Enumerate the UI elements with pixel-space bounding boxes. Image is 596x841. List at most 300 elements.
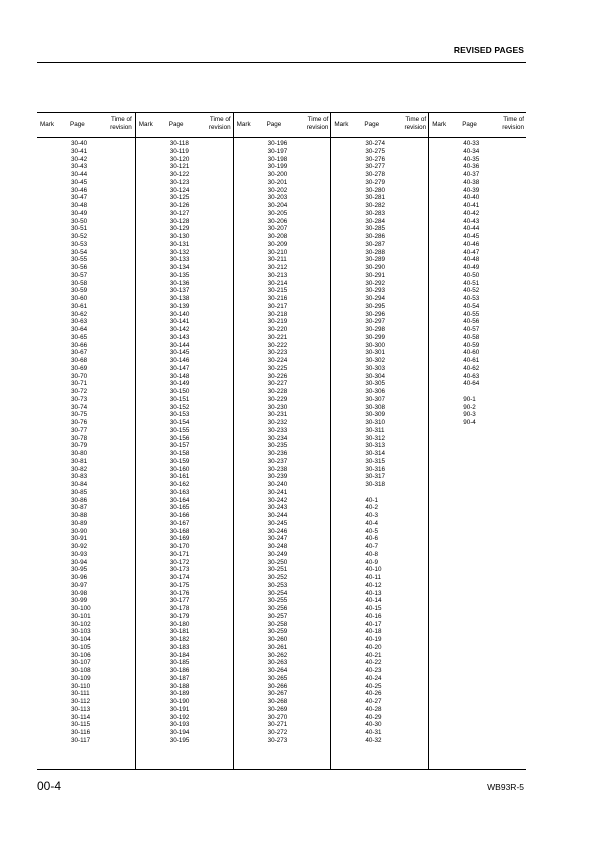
page-entry: 30-65 [71, 333, 88, 341]
page-entry: 40-25 [365, 682, 382, 690]
page-entry: 30-109 [71, 674, 91, 682]
header-mark: Mark [236, 121, 251, 128]
page-entry: 30-110 [71, 682, 91, 690]
page-entry: 30-193 [169, 721, 190, 729]
table-column-group [135, 112, 234, 770]
page-entry: 40-52 [463, 287, 480, 295]
table-column-group [428, 112, 527, 770]
page-entry: 30-111 [71, 690, 90, 698]
page-entry: 30-56 [71, 264, 88, 271]
page-entry: 30-69 [71, 364, 88, 372]
page-entry: 30-88 [71, 512, 88, 519]
page-entry: 30-243 [267, 504, 288, 512]
page-entry: 30-221 [267, 333, 288, 341]
page-entry: 30-79 [71, 442, 88, 450]
page-entry: 30-297 [365, 318, 385, 326]
page-entry: 30-261 [267, 643, 288, 651]
page-entry: 40-59 [463, 341, 480, 349]
page-entry: 30-304 [365, 372, 385, 380]
page-entry: 30-168 [169, 527, 190, 535]
page-entry: 90-1 [463, 395, 476, 403]
page-entry: 30-291 [365, 271, 385, 279]
page-entry: 30-167 [169, 519, 190, 527]
page-entry: 30-101 [71, 612, 91, 620]
page-entry: 40-61 [463, 357, 480, 364]
page-entry: 30-134 [169, 264, 190, 271]
page-entry: 30-267 [267, 690, 288, 698]
page-entry: 30-180 [169, 620, 190, 628]
page-entry: 30-131 [169, 240, 190, 248]
page-entry: 40-1 [365, 496, 378, 504]
page-entry: 30-201 [267, 178, 288, 186]
page-entry: 30-308 [365, 403, 385, 411]
page-entry: 30-286 [365, 233, 385, 240]
page-entry: 30-118 [169, 140, 189, 147]
page-entry: 40-63 [463, 372, 480, 380]
page-entry: 30-107 [71, 659, 91, 667]
page-entry: 30-85 [71, 488, 88, 496]
page-entry: 30-83 [71, 473, 88, 481]
header-revision-line: revision [502, 123, 524, 131]
page-entry: 30-217 [267, 302, 288, 310]
page-entry: 30-173 [169, 566, 190, 574]
page-entry: 30-282 [365, 202, 385, 209]
page-entry: 30-123 [169, 178, 190, 186]
page-entry: 30-244 [267, 512, 288, 519]
table-column-group [330, 112, 429, 770]
page-entry: 30-144 [169, 341, 190, 349]
page-entry: 40-49 [463, 264, 480, 271]
page-entry: 40-28 [365, 705, 382, 713]
header-revision-line: revision [306, 123, 329, 131]
page-entry: 40-53 [463, 295, 480, 302]
page-entry: 30-214 [267, 279, 288, 287]
header-page: Page [462, 121, 477, 128]
page-entry: 30-209 [267, 240, 288, 248]
page-entry: 30-116 [71, 729, 91, 736]
page-entry: 30-75 [71, 411, 88, 419]
page-entry: 30-99 [71, 597, 88, 605]
page-entry: 40-57 [463, 326, 480, 333]
page-entry: 30-125 [169, 194, 190, 202]
table-column-group [37, 112, 135, 770]
page-entry: 30-117 [71, 736, 91, 744]
page-entry: 30-269 [267, 705, 288, 713]
page-entry: 30-317 [365, 473, 385, 481]
page-entry: 30-306 [365, 388, 385, 395]
page-entry: 30-158 [169, 450, 190, 457]
page-entry: 30-212 [267, 264, 288, 271]
page-entry: 30-247 [267, 535, 288, 543]
page-list [365, 140, 385, 745]
page-entry: 40-29 [365, 713, 382, 721]
page-entry: 30-146 [169, 357, 190, 364]
page-entry: 40-40 [463, 194, 480, 202]
page-entry: 30-258 [267, 620, 288, 628]
page-entry: 30-98 [71, 589, 88, 597]
page-entry: 30-135 [169, 271, 190, 279]
page-entry: 30-93 [71, 550, 88, 558]
page-entry: 30-224 [267, 357, 288, 364]
header-page: Page [266, 121, 282, 128]
page-entry: 30-254 [267, 589, 288, 597]
header-revision-line: Time of [209, 116, 231, 123]
page-entry: 30-161 [169, 473, 190, 481]
page-entry: 30-256 [267, 605, 288, 612]
page-entry: 40-48 [463, 256, 480, 264]
page-entry: 30-45 [71, 178, 88, 186]
page-entry: 30-241 [267, 488, 288, 496]
page-entry: 30-303 [365, 364, 385, 372]
page-entry: 30-205 [267, 209, 288, 217]
page-entry: 40-33 [463, 140, 480, 147]
page-entry: 30-127 [169, 209, 190, 217]
page-entry: 30-255 [267, 597, 288, 605]
page-entry: 30-84 [71, 481, 88, 488]
footer-model: WB93R-5 [487, 782, 524, 792]
page-entry: 40-27 [365, 698, 382, 705]
page-entry: 40-11 [365, 574, 382, 581]
header-revision-line: Time of [405, 116, 427, 123]
page-entry: 40-10 [365, 566, 382, 574]
page-entry: 30-290 [365, 264, 385, 271]
header-mark: Mark [334, 121, 349, 128]
page-entry: 40-5 [365, 527, 378, 535]
page-entry: 30-119 [169, 147, 189, 155]
header-time-of-revision [404, 116, 426, 131]
page-entry: 40-19 [365, 636, 382, 643]
page-entry: 30-124 [169, 186, 190, 194]
header-page: Page [168, 121, 184, 128]
page-entry: 40-9 [365, 558, 378, 566]
page-entry: 30-234 [267, 434, 288, 442]
page-entry: 30-157 [169, 442, 190, 450]
page-entry: 40-38 [463, 178, 480, 186]
page-entry: 40-2 [365, 504, 378, 512]
header-revision-line: Time of [111, 116, 132, 123]
page-entry: 40-26 [365, 690, 382, 698]
page-entry: 30-166 [169, 512, 190, 519]
page-entry: 30-152 [169, 403, 190, 411]
page-entry: 30-315 [365, 457, 385, 465]
page-entry: 30-273 [267, 736, 288, 744]
page-entry: 30-63 [71, 318, 88, 326]
page-entry: 30-95 [71, 566, 88, 574]
page-entry: 30-61 [71, 302, 88, 310]
page-entry: 30-237 [267, 457, 288, 465]
page-entry: 30-206 [267, 217, 288, 225]
page-entry: 40-15 [365, 605, 382, 612]
page-entry: 30-59 [71, 287, 88, 295]
page-entry: 30-68 [71, 357, 88, 364]
page-entry: 30-55 [71, 256, 88, 264]
page-entry: 30-279 [365, 178, 385, 186]
page-entry: 30-86 [71, 496, 88, 504]
page-entry: 40-39 [463, 186, 480, 194]
page-entry: 30-54 [71, 248, 88, 256]
page-entry: 30-170 [169, 543, 190, 550]
page-entry: 30-250 [267, 558, 288, 566]
page-entry: 30-294 [365, 295, 385, 302]
page-entry: 30-64 [71, 326, 88, 333]
page-entry: 30-51 [71, 225, 88, 233]
page-entry: 30-207 [267, 225, 288, 233]
page-header-title: REVISED PAGES [453, 45, 524, 55]
page-entry: 30-147 [169, 364, 190, 372]
page-entry: 30-283 [365, 209, 385, 217]
page-entry: 30-141 [169, 318, 190, 326]
page-entry: 30-71 [71, 380, 88, 388]
page-entry: 30-58 [71, 279, 88, 287]
page-entry: 30-164 [169, 496, 190, 504]
page-entry: 30-301 [365, 349, 385, 357]
page-entry: 90-3 [463, 411, 476, 419]
page-entry: 40-16 [365, 612, 382, 620]
page-entry: 30-179 [169, 612, 190, 620]
header-time-of-revision [110, 116, 132, 131]
page-entry: 30-215 [267, 287, 288, 295]
page-entry: 30-113 [71, 705, 91, 713]
page-entry: 30-264 [267, 667, 288, 674]
page-entry: 30-296 [365, 310, 385, 318]
page-entry: 40-21 [365, 651, 382, 659]
page-list [71, 140, 91, 745]
page-entry: 30-249 [267, 550, 288, 558]
page-entry: 40-64 [463, 380, 480, 388]
page-list [463, 140, 479, 427]
page-entry: 30-136 [169, 279, 190, 287]
page-entry: 30-40 [71, 140, 88, 147]
page-entry: 30-156 [169, 434, 190, 442]
page-entry: 40-46 [463, 240, 480, 248]
page-entry: 30-159 [169, 457, 190, 465]
page-entry: 30-194 [169, 729, 190, 736]
page-entry: 40-23 [365, 667, 382, 674]
page-entry: 30-276 [365, 155, 385, 163]
page-entry: 30-52 [71, 233, 88, 240]
page-entry: 30-246 [267, 527, 288, 535]
page-entry: 30-62 [71, 310, 88, 318]
page-entry: 30-198 [267, 155, 288, 163]
page-entry: 30-105 [71, 643, 91, 651]
page-entry: 30-277 [365, 163, 385, 171]
page-entry: 30-316 [365, 465, 385, 473]
page-entry: 30-90 [71, 527, 88, 535]
header-revision-line: Time of [307, 116, 329, 123]
page-entry: 30-177 [169, 597, 190, 605]
page-entry: 30-172 [169, 558, 190, 566]
page-entry: 30-102 [71, 620, 91, 628]
page-entry: 30-148 [169, 372, 190, 380]
page-entry: 40-22 [365, 659, 382, 667]
page-entry: 30-78 [71, 434, 88, 442]
page-entry: 40-44 [463, 225, 480, 233]
table-column-group [233, 112, 332, 770]
page-entry: 30-287 [365, 240, 385, 248]
page-entry: 30-57 [71, 271, 88, 279]
page-entry: 30-274 [365, 140, 385, 147]
page-entry: 40-14 [365, 597, 382, 605]
page-entry: 40-18 [365, 628, 382, 636]
page-entry: 30-289 [365, 256, 385, 264]
page-entry: 30-96 [71, 574, 88, 581]
page-entry: 30-153 [169, 411, 190, 419]
page-entry: 30-140 [169, 310, 190, 318]
page-entry: 30-312 [365, 434, 385, 442]
header-page: Page [70, 121, 85, 128]
page-entry: 40-62 [463, 364, 480, 372]
page-entry: 30-248 [267, 543, 288, 550]
page-entry: 30-251 [267, 566, 288, 574]
page-entry: 30-219 [267, 318, 288, 326]
page-entry: 30-199 [267, 163, 288, 171]
page-entry: 30-181 [169, 628, 190, 636]
revised-pages-table [37, 112, 526, 770]
page-entry: 30-137 [169, 287, 190, 295]
header-page: Page [364, 121, 380, 128]
page-entry: 30-81 [71, 457, 88, 465]
header-revision-line: revision [110, 123, 132, 131]
page-entry: 30-92 [71, 543, 88, 550]
page-entry: 30-298 [365, 326, 385, 333]
page-entry: 30-163 [169, 488, 190, 496]
page-entry: 30-126 [169, 202, 190, 209]
page-entry: 30-295 [365, 302, 385, 310]
header-mark: Mark [40, 121, 54, 128]
page-entry: 30-200 [267, 171, 288, 178]
page-entry: 30-227 [267, 380, 288, 388]
page-entry: 40-43 [463, 217, 480, 225]
page-entry [463, 388, 479, 396]
page-entry: 30-178 [169, 605, 190, 612]
page-entry: 30-73 [71, 395, 88, 403]
page-entry: 30-223 [267, 349, 288, 357]
page-entry: 30-299 [365, 333, 385, 341]
page-entry: 30-121 [169, 163, 190, 171]
footer-page-number: 00-4 [37, 779, 62, 793]
page-entry: 30-60 [71, 295, 88, 302]
page-entry: 30-155 [169, 426, 190, 434]
page-entry: 30-245 [267, 519, 288, 527]
header-time-of-revision [502, 116, 524, 131]
page-entry: 30-112 [71, 698, 91, 705]
page-entry: 30-77 [71, 426, 88, 434]
page-entry: 30-268 [267, 698, 288, 705]
page-entry: 30-262 [267, 651, 288, 659]
page-entry: 40-17 [365, 620, 382, 628]
page-entry: 30-100 [71, 605, 91, 612]
header-revision-line: revision [208, 123, 231, 131]
page-entry: 30-236 [267, 450, 288, 457]
page-entry: 30-44 [71, 171, 88, 178]
page-entry: 30-197 [267, 147, 288, 155]
page-entry: 40-24 [365, 674, 382, 682]
page-entry: 30-138 [169, 295, 190, 302]
page-entry: 30-230 [267, 403, 288, 411]
page-entry: 30-318 [365, 481, 385, 488]
page-entry: 30-191 [169, 705, 190, 713]
page-entry: 30-176 [169, 589, 190, 597]
page-entry: 30-226 [267, 372, 288, 380]
header-time-of-revision [307, 116, 329, 131]
page-entry: 30-292 [365, 279, 385, 287]
page-entry: 30-305 [365, 380, 385, 388]
page-entry: 30-284 [365, 217, 385, 225]
page-entry: 30-187 [169, 674, 190, 682]
page-entry: 30-210 [267, 248, 288, 256]
page-entry: 30-128 [169, 217, 190, 225]
page-entry: 30-253 [267, 581, 288, 589]
page-entry [365, 489, 385, 497]
page-entry: 30-49 [71, 209, 88, 217]
page-entry: 40-20 [365, 643, 382, 651]
page-entry: 30-151 [169, 395, 190, 403]
page-entry: 30-192 [169, 713, 190, 721]
page-list [170, 140, 190, 745]
page-entry: 90-4 [463, 419, 476, 426]
page-entry: 40-47 [463, 248, 480, 256]
page-entry: 30-87 [71, 504, 88, 512]
page-entry: 30-150 [169, 388, 190, 395]
page-entry: 30-42 [71, 155, 88, 163]
page-entry: 30-233 [267, 426, 288, 434]
page-entry: 30-257 [267, 612, 288, 620]
page-entry: 30-313 [365, 442, 385, 450]
page-entry: 30-70 [71, 372, 88, 380]
page-entry: 30-265 [267, 674, 288, 682]
page-entry: 30-169 [169, 535, 190, 543]
page-entry: 30-114 [71, 713, 91, 721]
page-entry: 30-208 [267, 233, 288, 240]
page-entry: 30-175 [169, 581, 190, 589]
page-entry: 30-160 [169, 465, 190, 473]
page-entry: 30-186 [169, 667, 190, 674]
page-entry: 30-142 [169, 326, 190, 333]
page-entry: 30-225 [267, 364, 288, 372]
page-entry: 30-154 [169, 419, 190, 426]
page-entry: 30-302 [365, 357, 385, 364]
page-entry: 30-108 [71, 667, 91, 674]
page-entry: 40-55 [463, 310, 480, 318]
page-entry: 30-189 [169, 690, 190, 698]
page-entry: 30-278 [365, 171, 385, 178]
page-entry: 30-97 [71, 581, 88, 589]
page-entry: 30-185 [169, 659, 190, 667]
page-entry: 30-307 [365, 395, 385, 403]
page-entry: 30-190 [169, 698, 190, 705]
page-entry: 30-270 [267, 713, 288, 721]
header-mark: Mark [138, 121, 153, 128]
page-entry: 30-174 [169, 574, 190, 581]
page-entry: 30-122 [169, 171, 190, 178]
page-entry: 30-74 [71, 403, 88, 411]
page-entry: 40-3 [365, 512, 378, 519]
page-entry: 30-130 [169, 233, 190, 240]
page-entry: 30-259 [267, 628, 288, 636]
page-entry: 30-184 [169, 651, 190, 659]
page-entry: 40-34 [463, 147, 480, 155]
page-entry: 30-76 [71, 419, 88, 426]
page-entry: 30-188 [169, 682, 190, 690]
header-revision-line: revision [404, 123, 427, 131]
page-entry: 30-53 [71, 240, 88, 248]
page-entry: 30-132 [169, 248, 190, 256]
header-time-of-revision [209, 116, 231, 131]
page-entry: 30-266 [267, 682, 288, 690]
page-entry: 30-165 [169, 504, 190, 512]
page-entry: 30-133 [169, 256, 190, 264]
page-entry: 30-240 [267, 481, 288, 488]
